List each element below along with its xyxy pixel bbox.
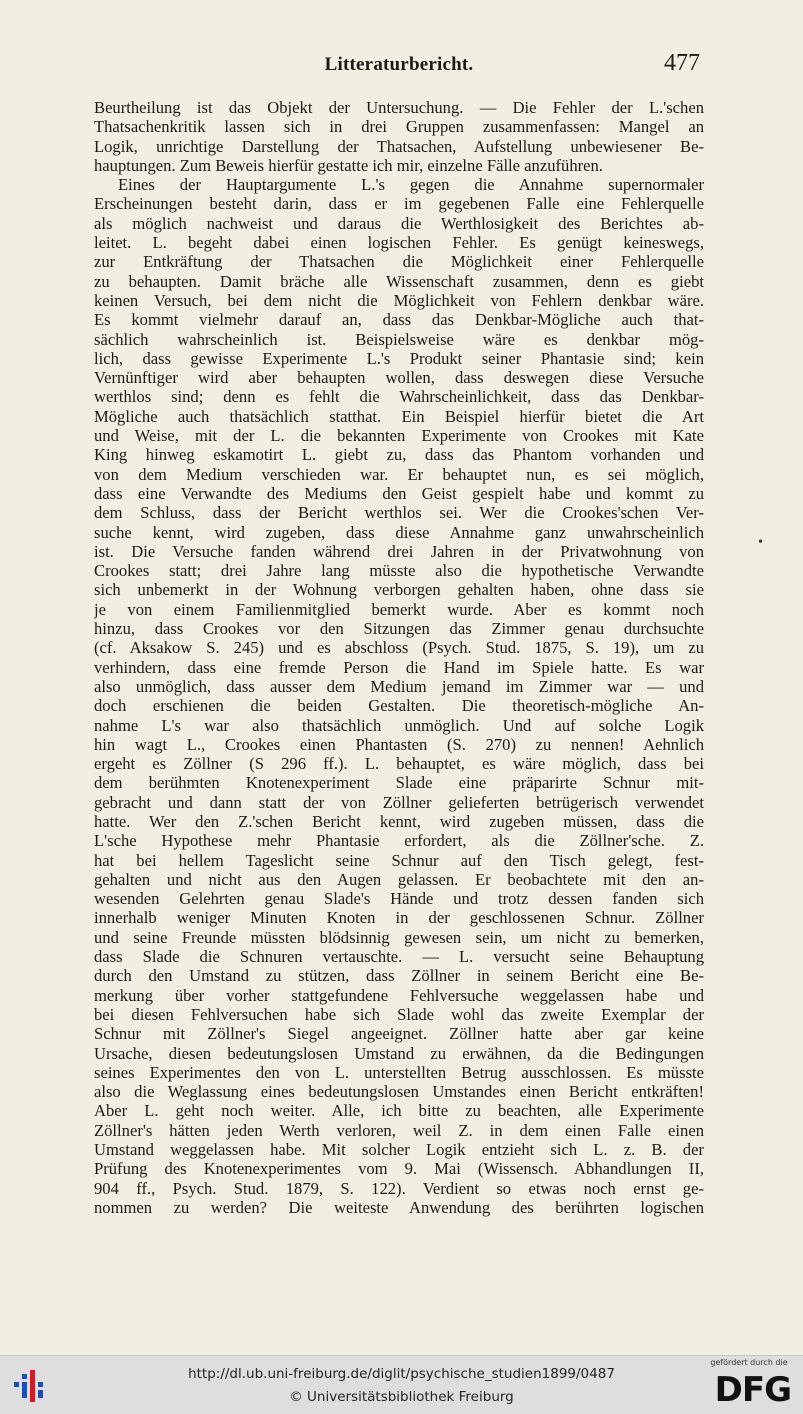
text-line: (cf. Aksakow S. 245) und es abschloss (Psych. Stud. 1875, S. 19), um zu xyxy=(94,638,704,658)
text-line: also unmöglich, dass ausser dem Medium jemand im Zimmer war — und xyxy=(94,676,704,696)
text-line: lich, dass gewisse Experimente L.'s Produkt seiner Phantasie sind; kein xyxy=(94,348,704,368)
text-line: Umstand weggelassen habe. Mit solcher Logik entzieht sich L. z. B. der xyxy=(94,1140,704,1160)
source-url-link[interactable]: http://dl.ub.uni-freiburg.de/diglit/psychische_studien1899/0487 xyxy=(188,1366,615,1382)
text-line: Logik, unrichtige Darstellung der Thatsachen, Aufstellung unbewiesener Be- xyxy=(94,136,704,156)
text-line: Mögliche auch thatsächlich statthat. Ein Beispiel hierfür bietet die Art xyxy=(94,406,704,426)
text-line: leitet. L. begeht dabei einen logischen Fehler. Es genügt keineswegs, xyxy=(94,233,704,253)
text-line: hinzu, dass Crookes vor den Sitzungen das Zimmer genau durchsuchte xyxy=(94,619,704,639)
page-header xyxy=(94,50,704,84)
text-line: dem berühmten Knotenexperiment Slade eine präparirte Schnur mit- xyxy=(94,773,704,793)
text-line: Erscheinungen besteht darin, dass er im gegebenen Falle eine Fehlerquelle xyxy=(94,194,704,214)
text-line: Schnur mit Zöllner's Siegel angeeignet. Zöllner hatte aber gar keine xyxy=(94,1024,704,1044)
text-line: bei diesen Fehlversuchen habe sich Slade wohl das zweite Exemplar der xyxy=(94,1004,704,1024)
text-line: wesenden Gelehrten genau Slade's Hände und trotz dessen fanden sich xyxy=(94,889,704,909)
text-line: hauptungen. Zum Beweis hierfür gestatte ich mir, einzelne Fälle anzuführen. xyxy=(94,155,603,175)
text-line: King hinweg eskamotirt L. giebt zu, dass das Phantom vorhanden und xyxy=(94,445,704,465)
text-line: merkung über vorher stattgefundene Fehlversuche weggelassen habe und xyxy=(94,985,704,1005)
dfg-logo-icon[interactable]: DFG xyxy=(714,1370,791,1410)
text-line: also die Weglassung eines bedeutungslosen Umstandes einen Bericht entkräften! xyxy=(94,1082,704,1102)
text-line: hat bei hellem Tageslicht seine Schnur auf den Tisch gelegt, fest- xyxy=(94,850,704,870)
text-line: Aber L. geht noch weiter. Alle, ich bitte zu beachten, alle Experimente xyxy=(94,1101,704,1121)
text-line: sich unbemerkt in der Wohnung verborgen gehalten haben, ohne dass sie xyxy=(94,580,704,600)
text-line: Es kommt vielmehr darauf an, dass das Denkbar-Mögliche auch that- xyxy=(94,310,704,330)
text-line: durch den Umstand zu stützen, dass Zöllner in seinem Bericht eine Be- xyxy=(94,966,704,986)
text-line: verhindern, dass eine fremde Person die Hand im Spiele hatte. Es war xyxy=(94,657,704,677)
text-line: ist. Die Versuche fanden während drei Jahren in der Privatwohnung von xyxy=(94,541,704,561)
text-line: doch erschienen die beiden Gestalten. Die theoretisch-mögliche An- xyxy=(94,696,704,716)
text-line: ergeht es Zöllner (S 296 ff.). L. behauptet, es wäre möglich, dass bei xyxy=(94,754,704,774)
dfg-caption: gefördert durch die xyxy=(710,1358,788,1367)
text-line: zu behaupten. Damit bräche alle Wissenschaft zusammen, denn es giebt xyxy=(94,271,704,291)
running-head: Litteraturbericht. xyxy=(324,54,474,75)
text-line: L'sche Hypothese mehr Phantasie erfordert, als die Zöllner'sche. Z. xyxy=(94,831,704,851)
text-line: gebracht und dann statt der von Zöllner gelieferten betrügerisch verwendet xyxy=(94,792,704,812)
text-line: und Weise, mit der L. die bekannten Experimente von Crookes mit Kate xyxy=(94,426,704,446)
text-line: hin wagt L., Crookes einen Phantasten (S. 270) zu nennen! Aehnlich xyxy=(94,734,704,754)
text-line: je von einem Familienmitglied bemerkt wurde. Aber es kommt noch xyxy=(94,599,704,619)
text-line: Beurtheilung ist das Objekt der Untersuchung. — Die Fehler der L.'schen xyxy=(94,98,704,117)
text-line: dass eine Verwandte des Mediums den Geist gespielt habe und kommt zu xyxy=(94,483,704,503)
text-line: dass Slade die Schnuren vertauschte. — L. versucht seine Behauptung xyxy=(94,947,704,967)
text-line: Prüfung des Knotenexperimentes vom 9. Mai (Wissensch. Abhandlungen II, xyxy=(94,1159,704,1179)
text-line: keinen Versuch, bei dem nicht die Möglichkeit von Fehlern denkbar wäre. xyxy=(94,290,704,310)
text-line: von dem Medium verschieden war. Er behauptet nun, es sei möglich, xyxy=(94,464,704,484)
text-line: zur Entkräftung der Thatsachen die Möglichkeit einer Fehlerquelle xyxy=(94,252,704,272)
text-line: seines Experimentes den von L. unterstellten Betrug ausschlossen. Es müsste xyxy=(94,1062,704,1082)
margin-mark: • xyxy=(758,535,763,550)
text-line: als möglich nachweist und daraus die Werthlosigkeit des Berichtes ab- xyxy=(94,213,704,233)
text-line: gehalten und nicht aus den Augen gelassen. Er beobachtete mit den an- xyxy=(94,869,704,889)
text-line: und seine Freunde müssten blödsinnig gewesen sein, um nicht zu bemerken, xyxy=(94,927,704,947)
text-line: innerhalb weniger Minuten Knoten in der geschlossenen Schnur. Zöllner xyxy=(94,908,704,928)
text-line: Crookes statt; drei Jahre lang müsste also die hypothetische Verwandte xyxy=(94,561,704,581)
text-line: sächlich wahrscheinlich ist. Beispielsweise wäre es denkbar mög- xyxy=(94,329,704,349)
text-line: Eines der Hauptargumente L.'s gegen die Annahme supernormaler xyxy=(118,175,704,195)
text-line: nommen zu werden? Die weiteste Anwendung des berührten logischen xyxy=(94,1197,704,1217)
text-line: werthlos sind; denn es fehlt die Wahrscheinlichkeit, dass das Denkbar- xyxy=(94,387,704,407)
copyright-text: © Universitätsbibliothek Freiburg xyxy=(289,1389,514,1405)
text-line: 904 ff., Psych. Stud. 1879, S. 122). Verdient so etwas noch ernst ge- xyxy=(94,1178,704,1198)
page-number: 477 xyxy=(664,50,700,76)
text-line: nahme L's war also thatsächlich unmöglich. Und auf solche Logik xyxy=(94,715,704,735)
footer-bar xyxy=(0,1355,803,1414)
text-line: Vernünftiger wird aber behaupten wollen, dass deswegen diese Versuche xyxy=(94,368,704,388)
text-line: dem Schluss, dass der Bericht werthlos sei. Wer die Crookes'schen Ver- xyxy=(94,503,704,523)
text-line: Thatsachenkritik lassen sich in drei Gruppen zusammenfassen: Mangel an xyxy=(94,117,704,137)
text-line: hatte. Wer den Z.'schen Bericht kennt, wird zugeben müssen, dass die xyxy=(94,811,704,831)
text-line: suche kennt, wird zugeben, dass diese Annahme ganz unwahrscheinlich xyxy=(94,522,704,542)
body-text xyxy=(94,98,704,1217)
text-line: Zöllner's hätten jeden Werth verloren, weil Z. in dem einen Falle einen xyxy=(94,1120,704,1140)
text-line: Ursache, diesen bedeutungslosen Umstand zu erwähnen, da die Bedingungen xyxy=(94,1043,704,1063)
